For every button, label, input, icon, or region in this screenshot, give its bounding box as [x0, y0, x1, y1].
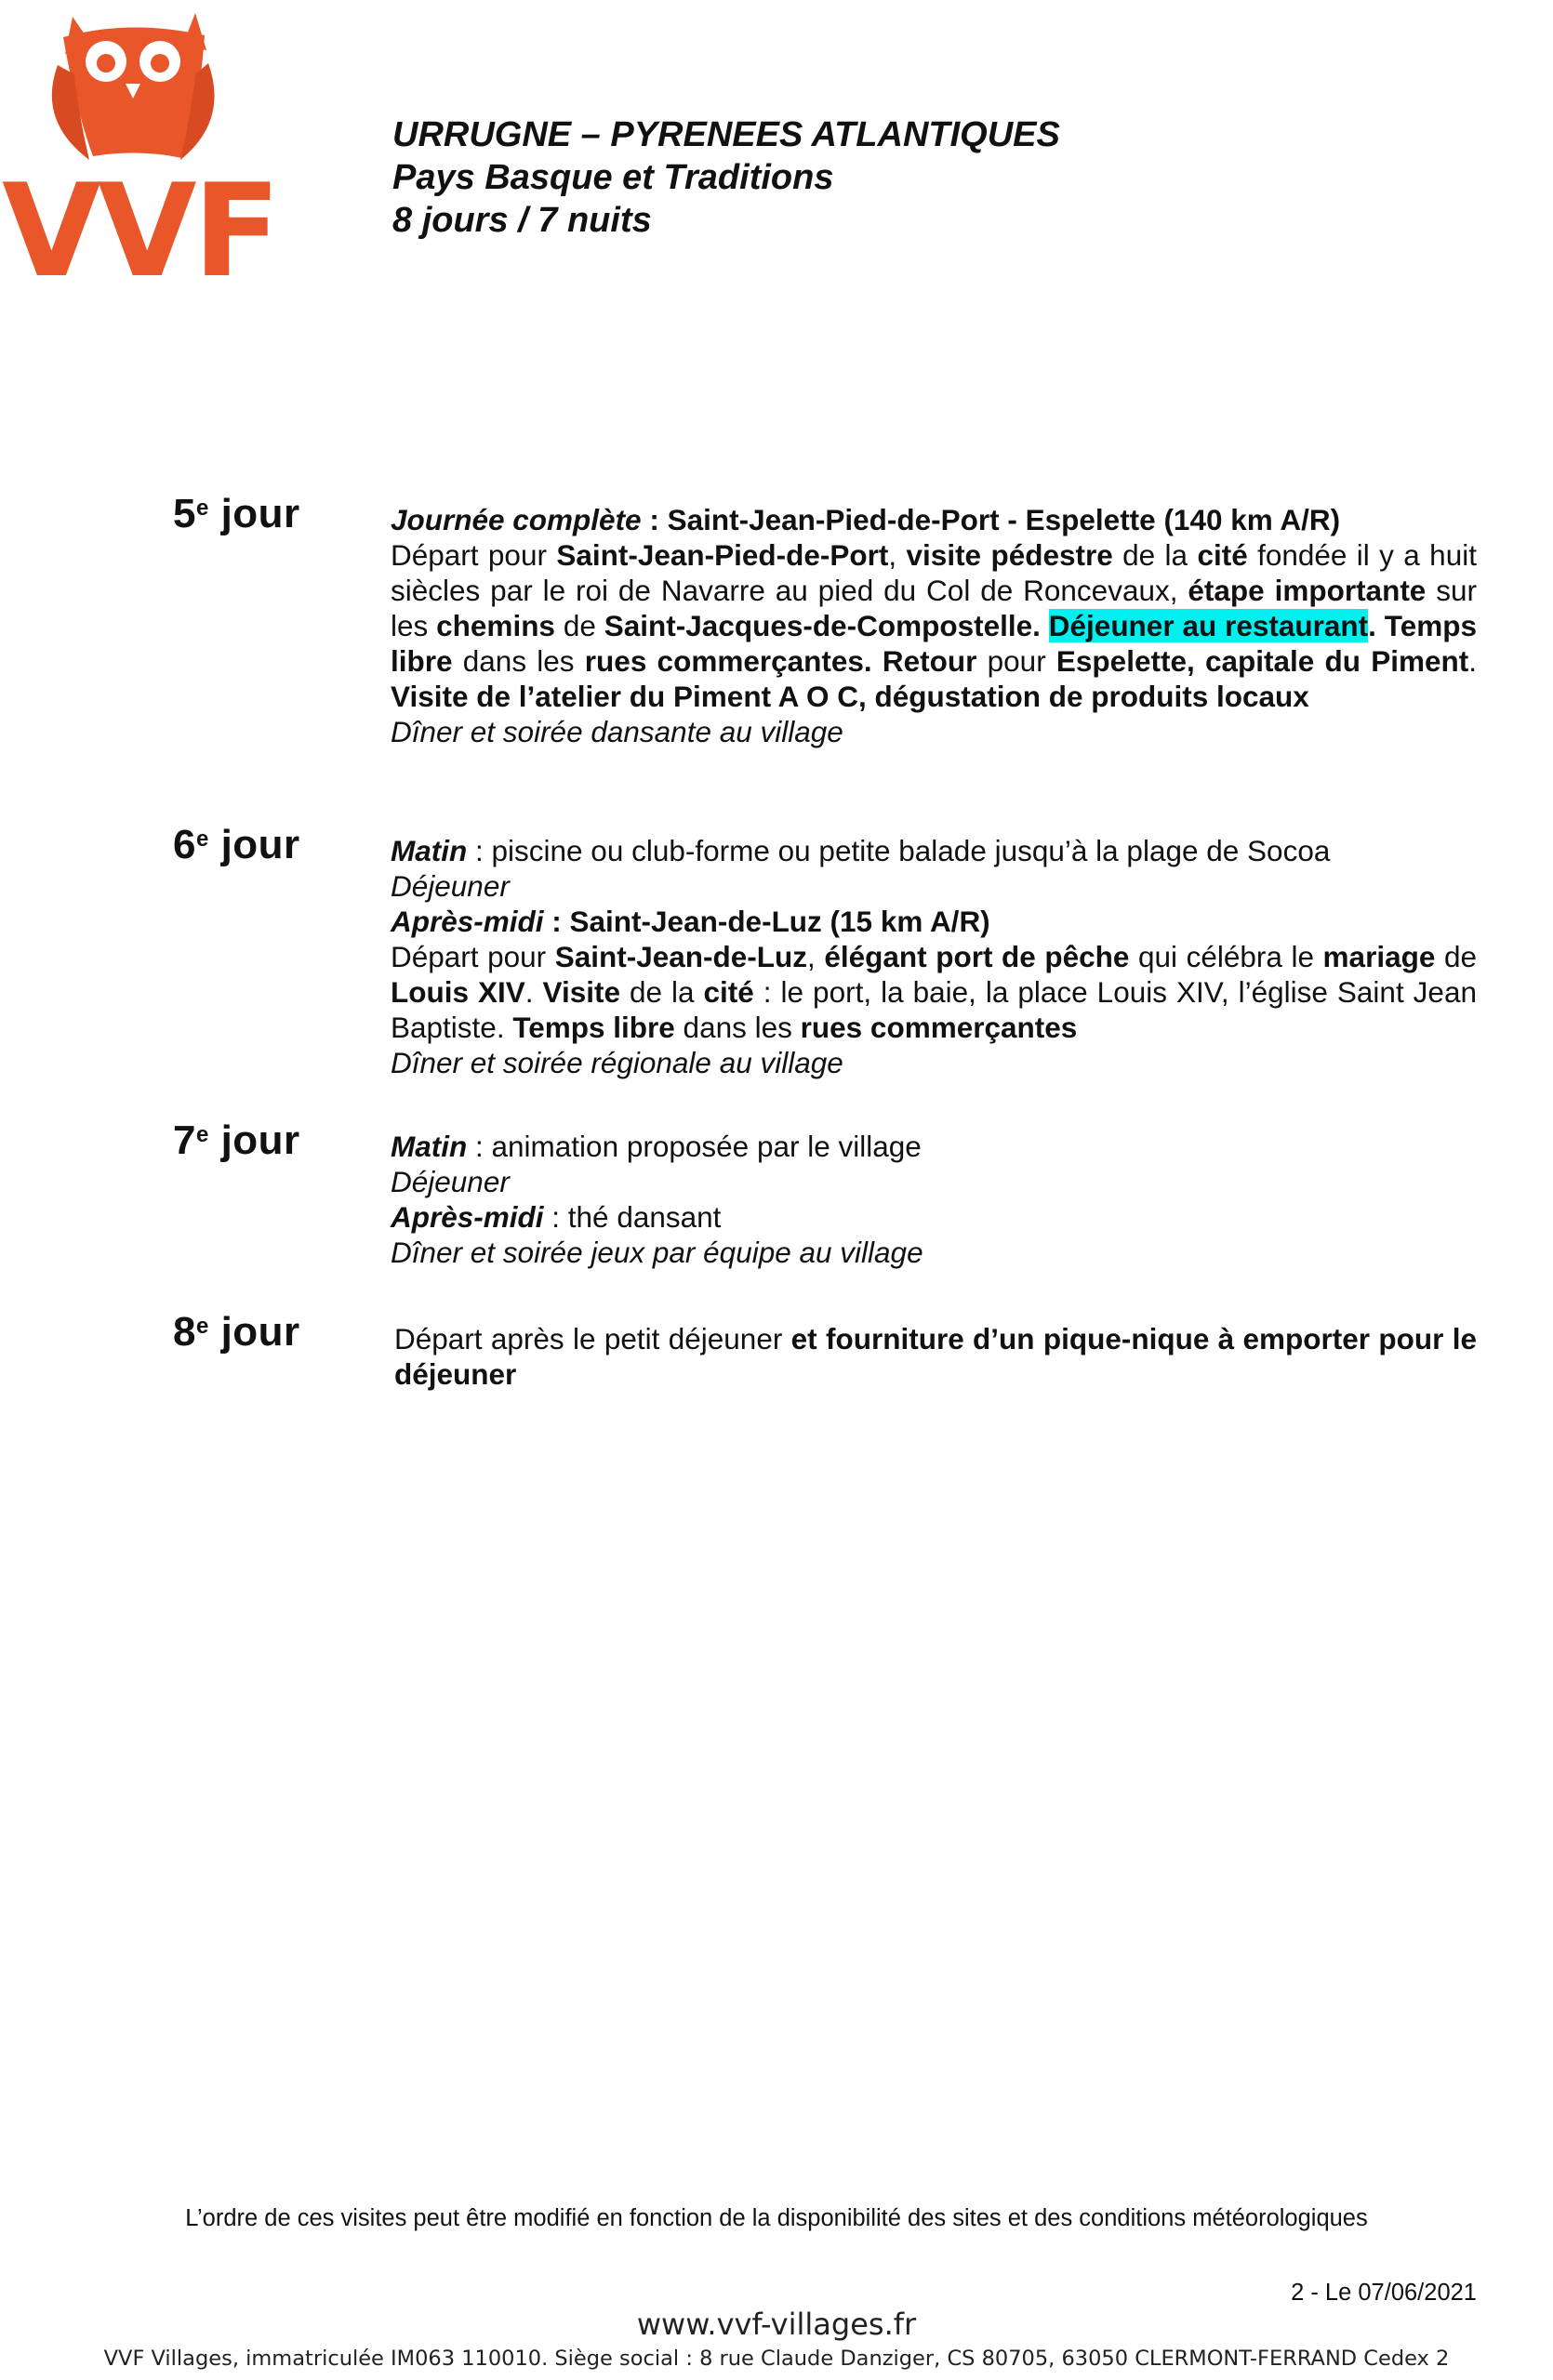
footer-website-link[interactable]: www.vvf-villages.fr: [636, 2307, 917, 2342]
day-7-afternoon: Après-midi : thé dansant: [391, 1200, 722, 1234]
day-7-lunch: Déjeuner: [391, 1165, 510, 1198]
header-theme: Pays Basque et Traditions: [392, 158, 834, 197]
day-7-body: [391, 1129, 1477, 1270]
vvf-logo: [0, 9, 279, 306]
day-8-body: [394, 1321, 1477, 1392]
day-6-label: 6e jour: [173, 822, 300, 867]
day-8-description: Départ après le petit déjeuner et fourniture d’un pique-nique à emporter pour le déjeuner: [394, 1322, 1477, 1391]
day-6-evening: Dîner et soirée régionale au village: [391, 1046, 843, 1079]
logo-wordmark: VVF: [2, 156, 277, 306]
day-6-morning: Matin : piscine ou club-forme ou petite balade jusqu’à la plage de Socoa: [391, 834, 1331, 867]
day-5-label: 5e jour: [173, 491, 300, 536]
day-6-description: Départ pour Saint-Jean-de-Luz, élégant port de pêche qui célébra le mariage de Louis XIV. Visite de la cité : le port, la baie, la place Louis XIV, l’église Saint Jean Baptiste. Temps libre dans les rues commerçantes: [391, 940, 1477, 1044]
day-7-evening: Dîner et soirée jeux par équipe au village: [391, 1236, 923, 1269]
day-5-description: Départ pour Saint-Jean-Pied-de-Port, visite pédestre de la cité fondée il y a huit siècles par le roi de Navarre au pied du Col de Roncevaux, étape importante sur les chemins de Saint-Jacques-de-Compostelle. Déjeuner au restaurant. Temps libre dans les rues commerçantes. Retour pour Espelette, capitale du Piment. Visite de l’atelier du Piment A O C, dégustation de produits locaux: [391, 538, 1477, 713]
day-7-label: 7e jour: [173, 1117, 300, 1163]
page-number-date: 2 - Le 07/06/2021: [1291, 2280, 1477, 2306]
day-5-title: Journée complète : Saint-Jean-Pied-de-Port - Espelette (140 km A/R): [391, 503, 1341, 536]
day-8-label: 8e jour: [173, 1309, 300, 1355]
day-5-body: [391, 502, 1477, 749]
disclaimer-note: L’ordre de ces visites peut être modifié en fonction de la disponibilité des sites et des conditions météorologiques: [185, 2205, 1368, 2231]
day-7-morning: Matin : animation proposée par le village: [391, 1130, 922, 1163]
day-6-body: [391, 833, 1477, 1080]
header-location: URRUGNE – PYRENEES ATLANTIQUES: [392, 115, 1060, 154]
document-header: [392, 113, 1060, 242]
day-6-afternoon: Après-midi : Saint-Jean-de-Luz (15 km A/R): [391, 905, 990, 938]
owl-icon: [0, 9, 279, 177]
header-duration: 8 jours / 7 nuits: [392, 201, 652, 240]
footer-legal-info: VVF Villages, immatriculée IM063 110010. Siège social : 8 rue Claude Danziger, CS 80705, 63050 CLERMONT-FERRAND Cedex 2: [103, 2347, 1450, 2371]
day-6-lunch: Déjeuner: [391, 869, 510, 903]
day-5-evening: Dîner et soirée dansante au village: [391, 715, 843, 748]
highlighted-lunch: Déjeuner au restaurant: [1048, 609, 1369, 642]
